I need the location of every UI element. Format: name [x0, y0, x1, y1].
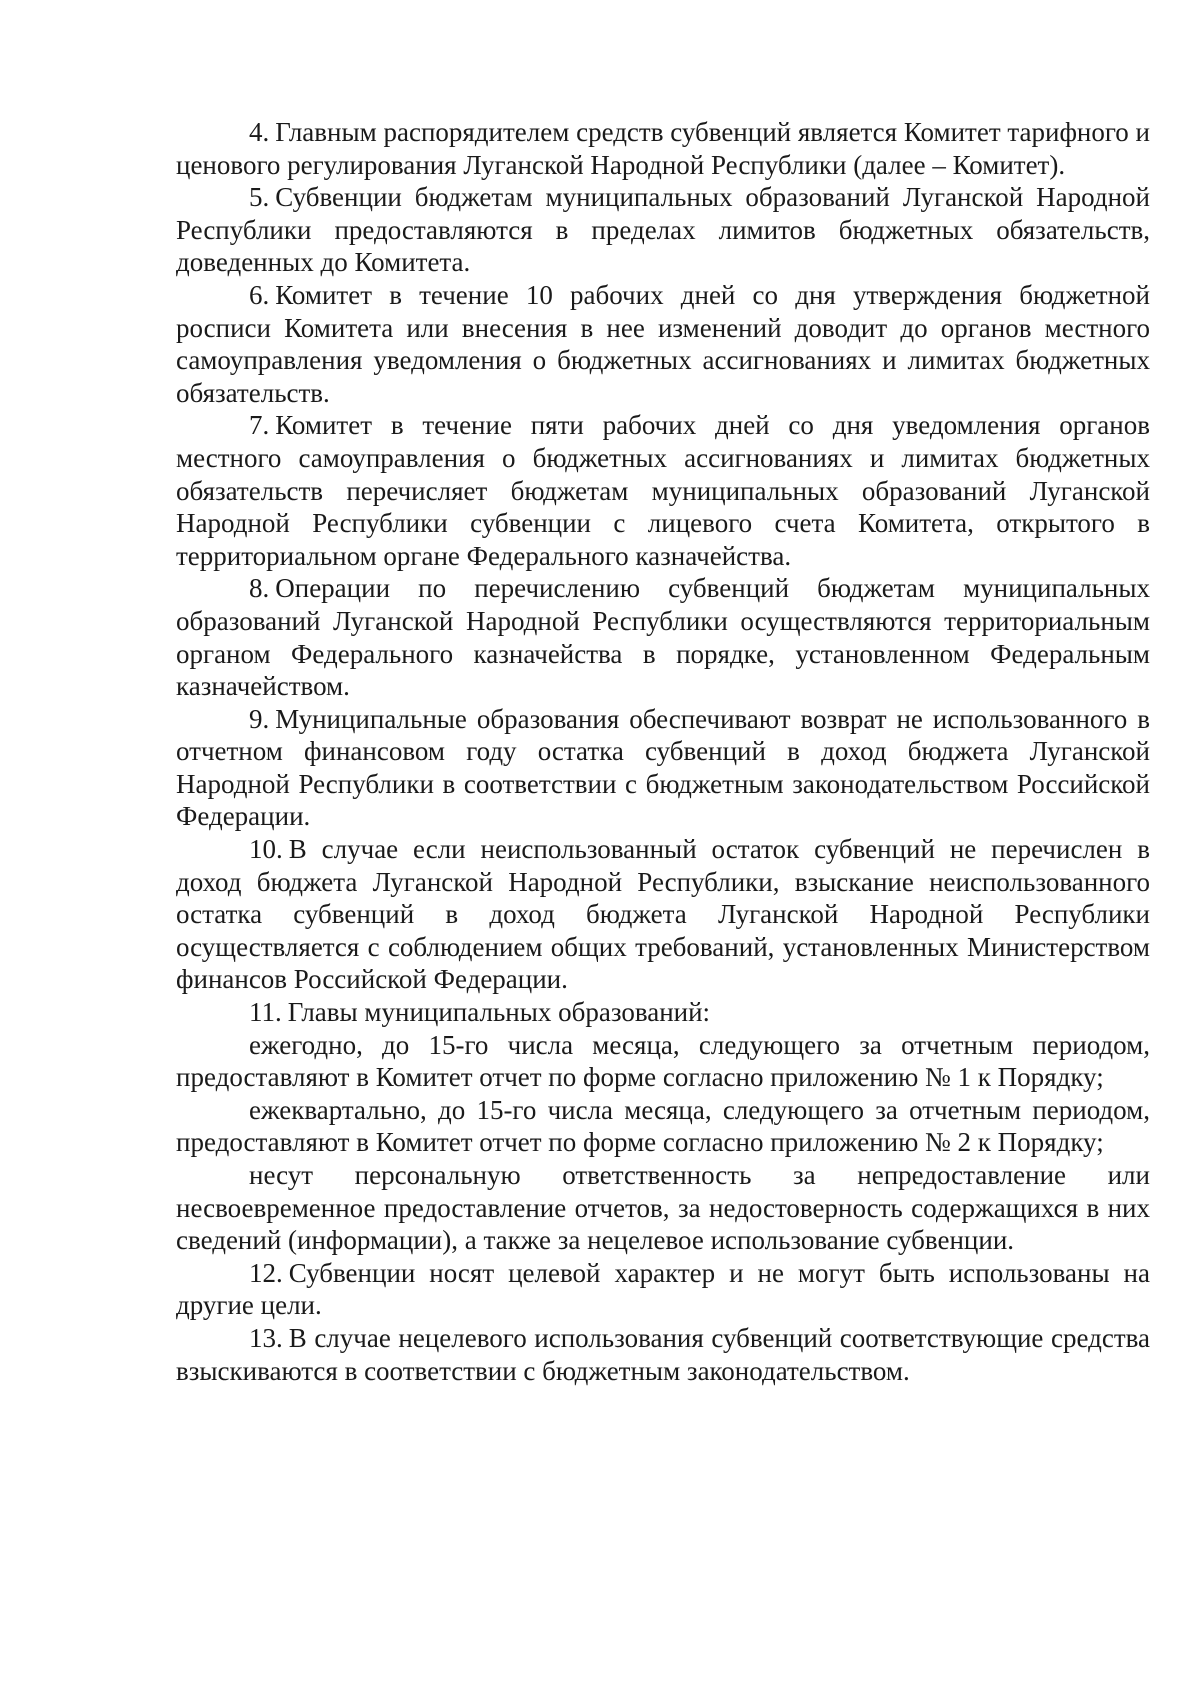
- paragraph-text: Главным распорядителем средств субвенций является Комитет тарифного и ценового регулирования Луганской Народной Республики (далее – Комитет).: [176, 117, 1150, 180]
- paragraph-6: [176, 279, 1150, 409]
- paragraph-5: [176, 181, 1150, 279]
- paragraph-number: 8.: [249, 573, 270, 604]
- paragraph-text: Операции по перечислению субвенций бюджетам муниципальных образований Луганской Народной Республики осуществляются территориальным органом Федерального казначейства в порядке, установленном Федеральным казначейством.: [176, 573, 1150, 702]
- paragraph-text: Муниципальные образования обеспечивают возврат не использованного в отчетном финансовом году остатка субвенций в доход бюджета Луганской Народной Республики в соответствии с бюджетным законодательством Российской Федерации.: [176, 703, 1150, 832]
- paragraph-8: [176, 572, 1150, 702]
- paragraph-number: 11.: [249, 997, 282, 1028]
- paragraph-text: Главы муниципальных образований:: [287, 997, 711, 1028]
- paragraph-number: 4.: [249, 117, 270, 147]
- paragraph-text: ежегодно, до 15-го числа месяца, следующего за отчетным периодом, предоставляют в Комитет отчет по форме согласно приложению № 1 к Порядку;: [176, 1029, 1150, 1093]
- paragraph-4: [176, 116, 1150, 181]
- paragraph-text: несут персональную ответственность за непредоставление или несвоевременное предоставление отчетов, за недостоверность содержащихся в них сведений (информации), а также за нецелевое использование субвенции.: [176, 1160, 1150, 1256]
- paragraph-number: 6.: [249, 279, 270, 310]
- paragraph-number: 12.: [249, 1257, 283, 1288]
- paragraph-13: [176, 1322, 1150, 1387]
- paragraph-text: В случае если неиспользованный остаток субвенций не перечислен в доход бюджета Луганской Народной Республики, взыскание неиспользованного остатка субвенций в доход бюджета Луганской Народной Республики осуществляется с соблюдением общих требований, установленных Министерством финансов Российской Федерации.: [176, 834, 1150, 995]
- document-page: [176, 116, 1150, 1387]
- paragraph-text: Субвенции носят целевой характер и не могут быть использованы на другие цели.: [176, 1257, 1150, 1321]
- paragraph-11-item-responsibility: [176, 1159, 1150, 1257]
- paragraph-number: 10.: [249, 834, 283, 865]
- paragraph-text: ежеквартально, до 15-го числа месяца, следующего за отчетным периодом, предоставляют в Комитет отчет по форме согласно приложению № 2 к Порядку;: [176, 1094, 1150, 1158]
- paragraph-number: 9.: [249, 703, 270, 734]
- paragraph-11-item-annual: [176, 1029, 1150, 1094]
- paragraph-text: Субвенции бюджетам муниципальных образований Луганской Народной Республики предоставляются в пределах лимитов бюджетных обязательств, доведенных до Комитета.: [176, 182, 1150, 278]
- paragraph-10: [176, 833, 1150, 996]
- paragraph-9: [176, 703, 1150, 833]
- paragraph-number: 13.: [249, 1322, 283, 1353]
- paragraph-number: 5.: [249, 182, 270, 213]
- paragraph-7: [176, 409, 1150, 572]
- paragraph-11-item-quarterly: [176, 1094, 1150, 1159]
- paragraph-12: [176, 1257, 1150, 1322]
- paragraph-number: 7.: [249, 410, 270, 441]
- paragraph-text: Комитет в течение 10 рабочих дней со дня утверждения бюджетной росписи Комитета или внесения в нее изменений доводит до органов местного самоуправления уведомления о бюджетных ассигнованиях и лимитах бюджетных обязательств.: [176, 279, 1150, 408]
- paragraph-text: В случае нецелевого использования субвенций соответствующие средства взыскиваются в соответствии с бюджетным законодательством.: [176, 1322, 1150, 1386]
- paragraph-11: [176, 996, 1150, 1029]
- paragraph-text: Комитет в течение пяти рабочих дней со дня уведомления органов местного самоуправления о бюджетных ассигнованиях и лимитах бюджетных обязательств перечисляет бюджетам муниципальных образований Луганской Народной Республики субвенции с лицевого счета Комитета, открытого в территориальном органе Федерального казначейства.: [176, 410, 1150, 571]
